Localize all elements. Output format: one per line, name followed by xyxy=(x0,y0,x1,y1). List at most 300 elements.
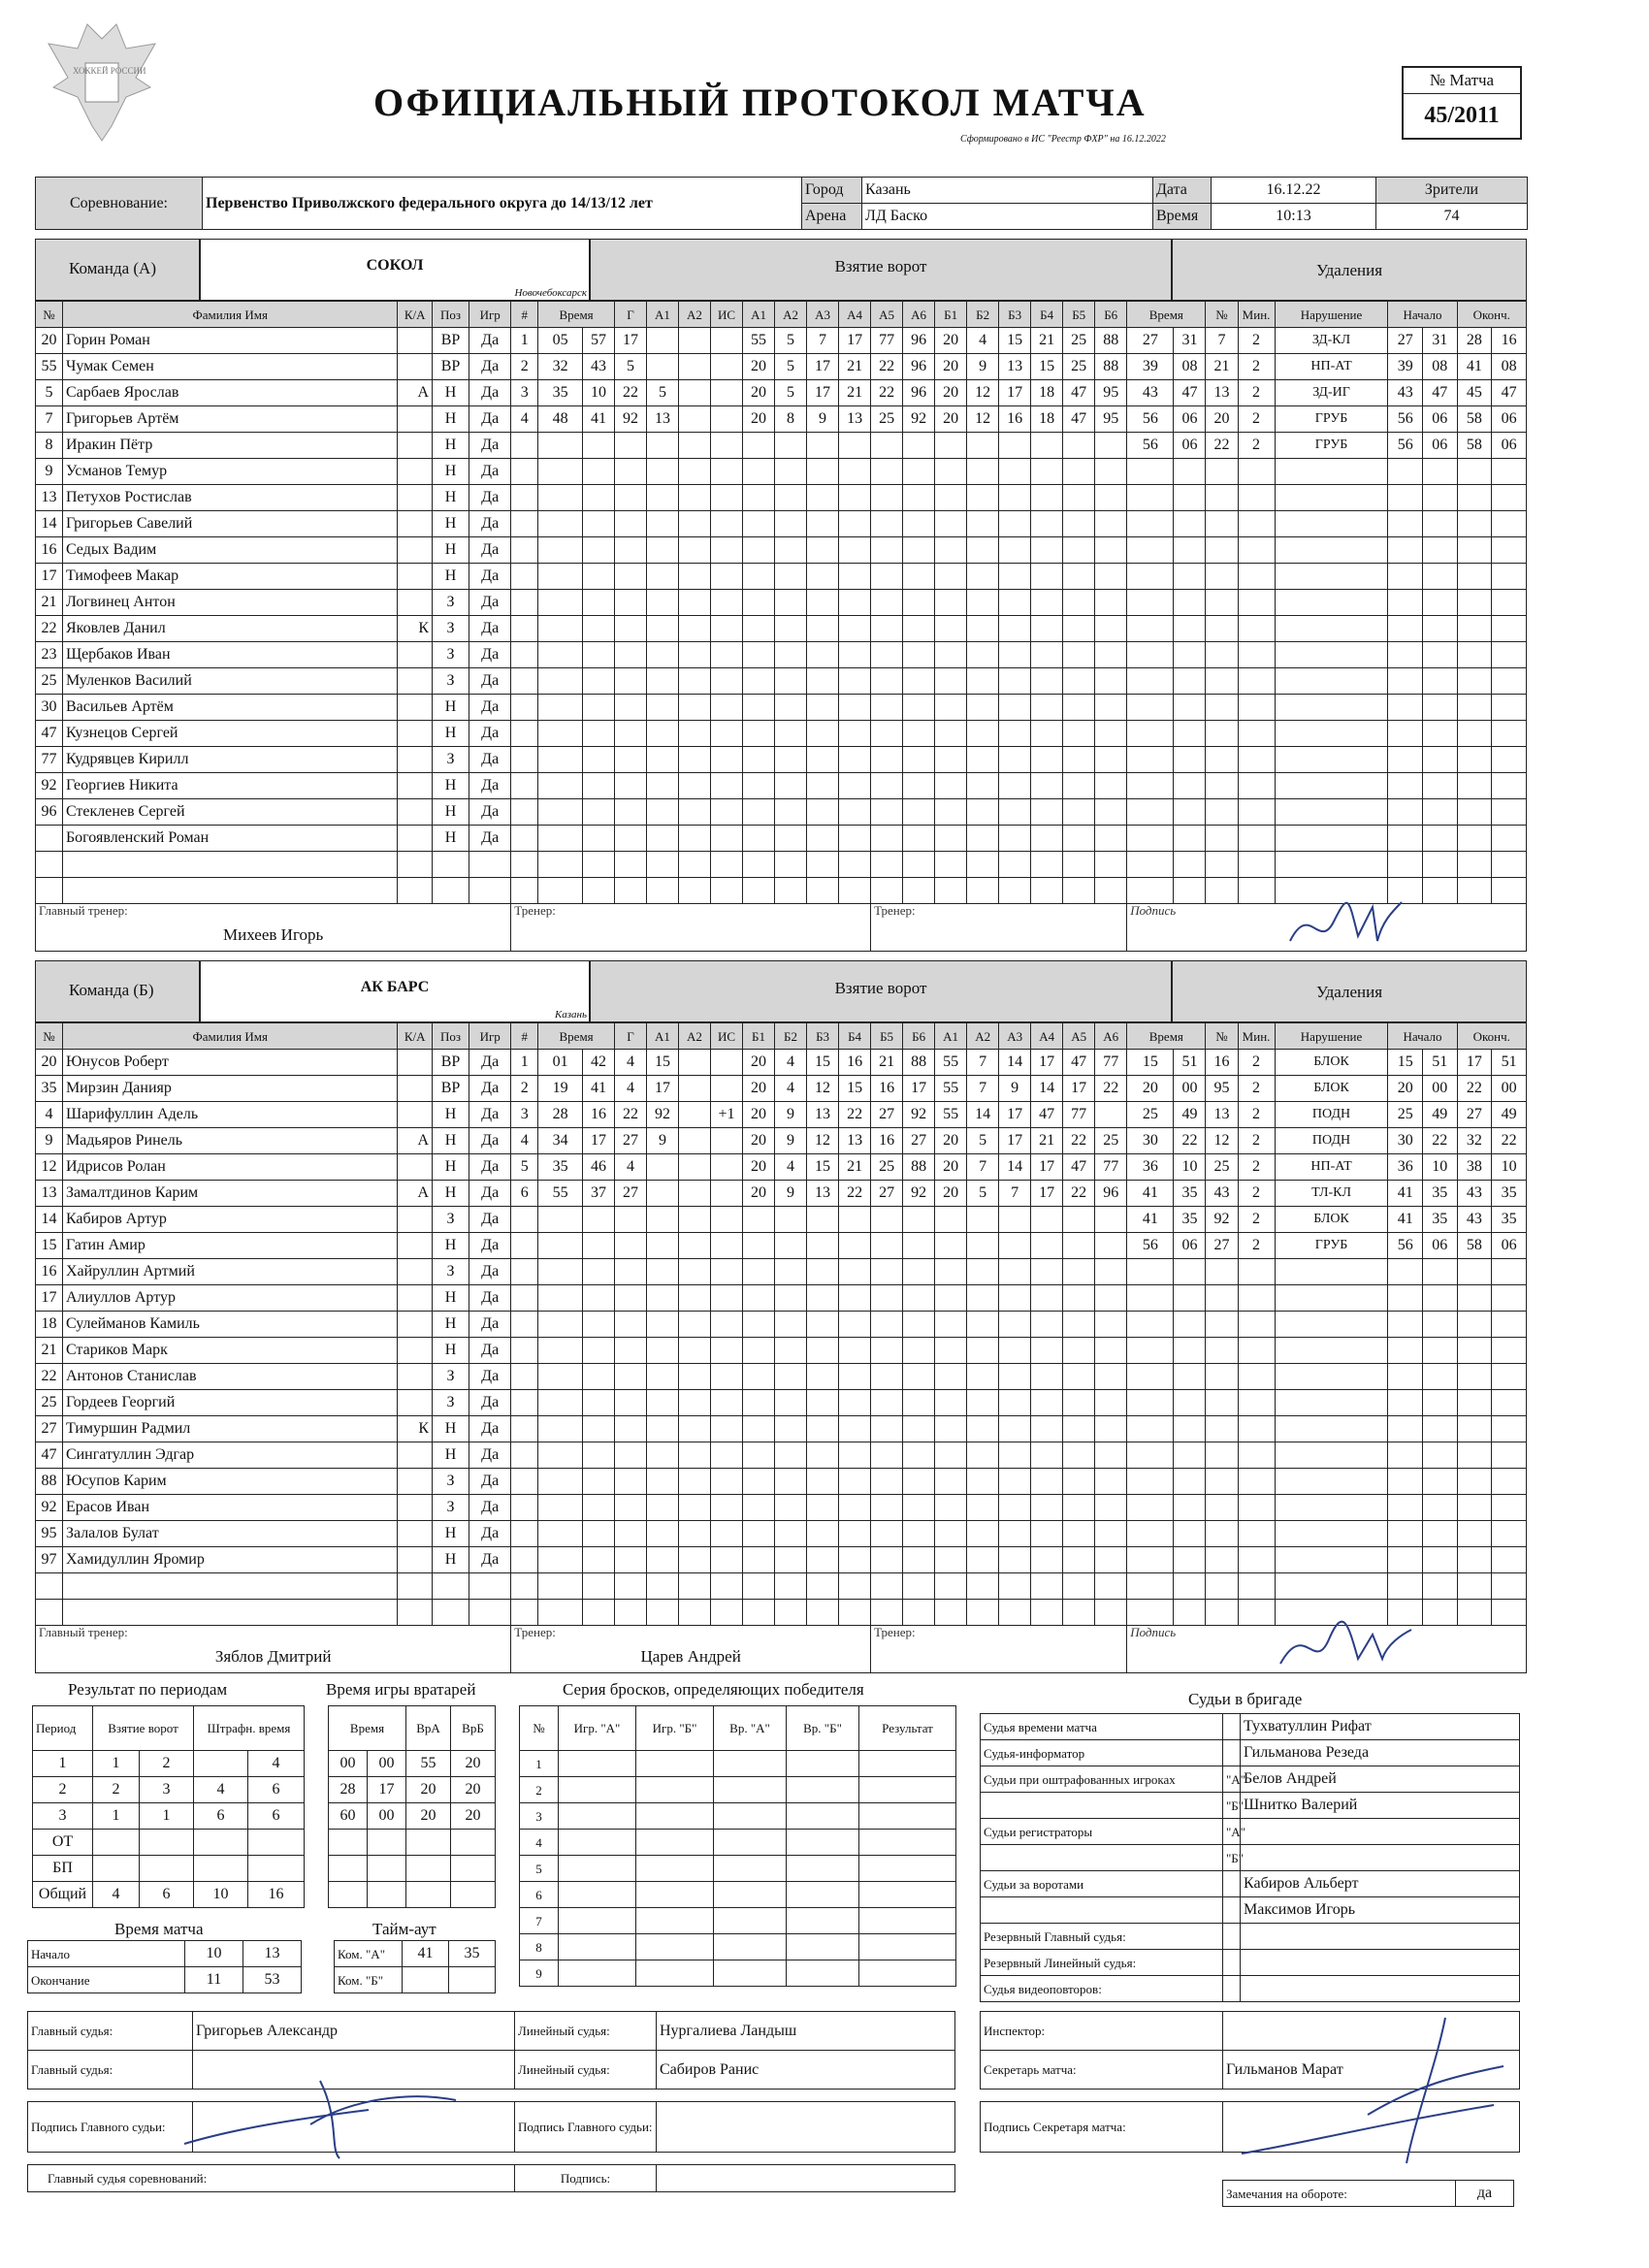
player-row xyxy=(36,1416,1527,1442)
goal-cell xyxy=(538,1338,583,1364)
match-number-box xyxy=(1402,66,1522,140)
goal-cell xyxy=(678,1547,710,1573)
shootout-header: Вр. "Б" xyxy=(787,1706,859,1751)
goal-cell xyxy=(743,537,775,564)
col-onice: Б6 xyxy=(903,1023,935,1050)
goal-cell xyxy=(1095,537,1127,564)
sign-label: Подпись: xyxy=(515,2165,657,2192)
penalty-cell xyxy=(1423,1259,1458,1285)
goal-cell xyxy=(1031,1259,1063,1285)
goal-cell xyxy=(807,1259,839,1285)
goal-cell xyxy=(646,642,678,668)
goal-cell xyxy=(1031,747,1063,773)
goal-cell xyxy=(807,1338,839,1364)
col-pen-start: Начало xyxy=(1388,302,1457,328)
penalty-cell xyxy=(1492,1259,1527,1285)
empty-cell xyxy=(1031,1573,1063,1600)
penalty-cell xyxy=(1174,485,1206,511)
player-plays: Да xyxy=(469,1285,511,1312)
goal-cell xyxy=(871,1285,903,1312)
penalty-cell xyxy=(1388,511,1423,537)
empty-cell xyxy=(678,852,710,878)
empty-cell xyxy=(1206,1600,1238,1626)
goal-cell xyxy=(538,1364,583,1390)
secretary-value: Гильманов Марат xyxy=(1223,2051,1520,2090)
player-ka xyxy=(398,1495,433,1521)
penalty-cell: 35 xyxy=(1174,1207,1206,1233)
goal-cell xyxy=(711,1076,743,1102)
coach-cell xyxy=(511,904,871,952)
penalty-cell xyxy=(1457,773,1492,799)
time-label: Время xyxy=(1153,204,1212,230)
goal-cell xyxy=(871,433,903,459)
shootout-cell xyxy=(559,1830,636,1856)
goal-cell xyxy=(511,564,538,590)
goal-cell xyxy=(538,1469,583,1495)
goal-cell xyxy=(1095,1364,1127,1390)
goal-cell xyxy=(1063,1312,1095,1338)
goal-cell xyxy=(511,433,538,459)
goal-cell xyxy=(678,1285,710,1312)
player-name: Мадьяров Ринель xyxy=(62,1128,398,1154)
empty-cell xyxy=(1095,1573,1127,1600)
goal-cell xyxy=(1095,433,1127,459)
penalty-cell xyxy=(1127,721,1174,747)
col-violation: Нарушение xyxy=(1275,1023,1388,1050)
goal-cell xyxy=(839,616,871,642)
penalty-cell xyxy=(1388,1390,1423,1416)
goal-cell xyxy=(711,1521,743,1547)
empty-cell xyxy=(1388,852,1423,878)
player-plays: Да xyxy=(469,1469,511,1495)
goal-cell xyxy=(775,695,807,721)
goal-cell xyxy=(743,799,775,826)
goal-cell xyxy=(582,1442,614,1469)
empty-cell xyxy=(1174,1600,1206,1626)
empty-cell xyxy=(839,1573,871,1600)
goal-cell xyxy=(807,564,839,590)
player-plays: Да xyxy=(469,1547,511,1573)
goal-cell xyxy=(1063,564,1095,590)
shootout-cell xyxy=(636,1777,714,1803)
shootout-cell xyxy=(636,1960,714,1987)
penalty-cell xyxy=(1492,1547,1527,1573)
penalty-cell xyxy=(1457,1416,1492,1442)
player-row xyxy=(36,590,1527,616)
penalty-cell: 2 xyxy=(1238,1076,1275,1102)
ref-role: Судьи за воротами xyxy=(981,1871,1223,1897)
goal-cell: 88 xyxy=(903,1154,935,1181)
penalty-cell: 2 xyxy=(1238,1181,1275,1207)
shootout-cell xyxy=(559,1960,636,1987)
empty-cell xyxy=(871,852,903,878)
penalty-cell: 2 xyxy=(1238,406,1275,433)
goal-cell xyxy=(871,564,903,590)
col-onice: Б1 xyxy=(743,1023,775,1050)
penalty-cell xyxy=(1238,1259,1275,1285)
goal-cell xyxy=(807,616,839,642)
goal-cell xyxy=(646,1442,678,1469)
empty-cell xyxy=(1031,878,1063,904)
goal-cell xyxy=(839,1416,871,1442)
goal-cell: 35 xyxy=(538,1154,583,1181)
period-value: 3 xyxy=(140,1777,194,1803)
empty-cell xyxy=(1127,1573,1174,1600)
penalty-cell: 58 xyxy=(1457,1233,1492,1259)
team-a-penalties-title: Удаления xyxy=(1315,261,1383,279)
goal-cell xyxy=(903,1312,935,1338)
shootout-number: 2 xyxy=(520,1777,559,1803)
goal-cell xyxy=(743,485,775,511)
empty-cell xyxy=(1492,1573,1527,1600)
goal-cell: 27 xyxy=(614,1181,646,1207)
goal-cell xyxy=(678,799,710,826)
goal-cell: 77 xyxy=(1063,1102,1095,1128)
player-pos: Н xyxy=(433,1521,469,1547)
goal-cell xyxy=(935,1312,967,1338)
coach-cell-2 xyxy=(871,904,1127,952)
goal-cell xyxy=(871,642,903,668)
empty-cell xyxy=(775,1600,807,1626)
goal-cell: 47 xyxy=(1031,1102,1063,1128)
goal-cell: 22 xyxy=(614,1102,646,1128)
goal-cell xyxy=(903,1364,935,1390)
goal-cell xyxy=(678,590,710,616)
goal-cell: 7 xyxy=(967,1076,999,1102)
goal-cell xyxy=(678,773,710,799)
penalty-cell xyxy=(1388,1312,1423,1338)
goal-cell xyxy=(839,1521,871,1547)
goal-cell xyxy=(711,564,743,590)
penalty-cell: 31 xyxy=(1423,328,1458,354)
penalty-cell: 20 xyxy=(1388,1076,1423,1102)
goal-cell xyxy=(935,1521,967,1547)
col-office: А1 xyxy=(935,1023,967,1050)
player-number: 22 xyxy=(36,616,63,642)
penalty-cell xyxy=(1457,799,1492,826)
penalty-cell: 00 xyxy=(1423,1076,1458,1102)
goal-cell xyxy=(903,668,935,695)
empty-cell xyxy=(807,878,839,904)
penalty-cell: 47 xyxy=(1174,380,1206,406)
goal-cell xyxy=(967,1547,999,1573)
empty-cell xyxy=(743,878,775,904)
match-start-label: Начало xyxy=(28,1941,185,1967)
goal-cell xyxy=(646,721,678,747)
penalty-cell xyxy=(1388,721,1423,747)
shootout-cell xyxy=(714,1777,787,1803)
goal-cell xyxy=(935,459,967,485)
goal-cell xyxy=(711,1338,743,1364)
penalty-cell: 51 xyxy=(1174,1050,1206,1076)
penalty-cell xyxy=(1275,668,1388,695)
period-value: 1 xyxy=(93,1751,140,1777)
head-coach-label: Главный тренер: xyxy=(39,1625,128,1639)
goal-cell: 20 xyxy=(935,328,967,354)
goal-cell xyxy=(646,537,678,564)
goal-cell xyxy=(839,1312,871,1338)
player-name: Муленков Василий xyxy=(62,668,398,695)
period-value: 4 xyxy=(248,1751,305,1777)
goal-cell xyxy=(743,1233,775,1259)
goal-cell xyxy=(678,1102,710,1128)
timeout-title: Тайм-аут xyxy=(372,1920,436,1938)
player-row xyxy=(36,1442,1527,1469)
player-ka: А xyxy=(398,380,433,406)
player-number: 14 xyxy=(36,1207,63,1233)
penalty-cell: 06 xyxy=(1174,1233,1206,1259)
goal-cell xyxy=(999,1364,1031,1390)
generated-note: Сформировано в ИС "Реестр ФХР" на 16.12.2022 xyxy=(960,134,1166,145)
goal-cell: 21 xyxy=(871,1050,903,1076)
shootout-cell xyxy=(714,1882,787,1908)
penalty-cell: 06 xyxy=(1174,433,1206,459)
ref-role: Резервный Главный судья: xyxy=(981,1924,1223,1950)
goal-cell xyxy=(1063,537,1095,564)
penalty-cell: 51 xyxy=(1423,1050,1458,1076)
empty-cell xyxy=(1127,878,1174,904)
penalty-cell xyxy=(1275,773,1388,799)
coach-cell-2 xyxy=(871,1626,1127,1673)
goal-cell: 2 xyxy=(511,1076,538,1102)
player-pos: Н xyxy=(433,459,469,485)
player-row xyxy=(36,354,1527,380)
penalty-cell: 32 xyxy=(1457,1128,1492,1154)
ref-role: Судьи регистраторы xyxy=(981,1819,1223,1845)
player-number: 77 xyxy=(36,747,63,773)
goal-cell xyxy=(807,1469,839,1495)
ref-name: Тухватуллин Рифат xyxy=(1241,1714,1520,1740)
penalty-cell xyxy=(1206,826,1238,852)
goal-cell xyxy=(711,1050,743,1076)
match-end-sec: 53 xyxy=(243,1967,302,1993)
goal-cell: 1 xyxy=(511,1050,538,1076)
penalty-cell xyxy=(1388,668,1423,695)
empty-cell xyxy=(678,1600,710,1626)
timeout-a-label: Ком. "А" xyxy=(335,1941,403,1967)
timeout-a-min: 41 xyxy=(403,1941,449,1967)
goal-cell: 95 xyxy=(1095,380,1127,406)
penalty-cell: 35 xyxy=(1423,1181,1458,1207)
penalty-cell xyxy=(1238,721,1275,747)
goal-cell xyxy=(646,616,678,642)
goal-cell xyxy=(511,1233,538,1259)
goal-cell xyxy=(807,511,839,537)
penalty-cell xyxy=(1388,642,1423,668)
match-number: 45/2011 xyxy=(1424,103,1500,128)
arena-label: Арена xyxy=(802,204,862,230)
ref-name xyxy=(1241,1819,1520,1845)
penalty-cell xyxy=(1127,668,1174,695)
penalty-cell xyxy=(1206,590,1238,616)
goal-cell: 20 xyxy=(743,1128,775,1154)
penalty-cell: 2 xyxy=(1238,1154,1275,1181)
player-pos: Н xyxy=(433,1128,469,1154)
player-plays: Да xyxy=(469,1181,511,1207)
match-start-min: 10 xyxy=(185,1941,243,1967)
penalty-cell xyxy=(1423,1312,1458,1338)
player-plays: Да xyxy=(469,537,511,564)
ref-role xyxy=(981,1897,1223,1924)
goal-cell: 22 xyxy=(871,380,903,406)
penalty-cell xyxy=(1492,1469,1527,1495)
penalty-cell xyxy=(1275,642,1388,668)
goal-cell xyxy=(1063,590,1095,616)
player-pos: ВР xyxy=(433,328,469,354)
penalty-cell: 35 xyxy=(1174,1181,1206,1207)
goal-cell xyxy=(743,511,775,537)
goal-cell xyxy=(678,1390,710,1416)
player-plays: Да xyxy=(469,695,511,721)
empty-cell xyxy=(1206,1573,1238,1600)
penalty-cell: 16 xyxy=(1206,1050,1238,1076)
col-onice: Б5 xyxy=(871,1023,903,1050)
goal-cell xyxy=(1063,1364,1095,1390)
goal-cell xyxy=(1095,1233,1127,1259)
penalty-cell xyxy=(1423,616,1458,642)
ref-name: Гильманова Резеда xyxy=(1241,1740,1520,1766)
penalty-cell xyxy=(1457,1495,1492,1521)
goal-cell xyxy=(967,485,999,511)
penalty-cell xyxy=(1275,1259,1388,1285)
goal-cell xyxy=(646,1181,678,1207)
col-a2: А2 xyxy=(678,302,710,328)
goal-cell xyxy=(1095,642,1127,668)
penalty-cell xyxy=(1457,616,1492,642)
empty-cell xyxy=(1063,852,1095,878)
ref-role xyxy=(981,1793,1223,1819)
penalty-cell xyxy=(1127,537,1174,564)
goal-cell: 35 xyxy=(538,380,583,406)
ref-name xyxy=(1241,1924,1520,1950)
penalty-cell: 22 xyxy=(1206,433,1238,459)
penalty-cell xyxy=(1174,1285,1206,1312)
goal-cell xyxy=(999,590,1031,616)
goal-cell xyxy=(1095,1390,1127,1416)
goal-cell xyxy=(582,721,614,747)
penalty-cell xyxy=(1238,459,1275,485)
penalty-cell xyxy=(1206,1495,1238,1521)
player-ka xyxy=(398,1154,433,1181)
goal-cell xyxy=(839,1364,871,1390)
player-row xyxy=(36,1102,1527,1128)
notes-block xyxy=(1222,2180,1514,2207)
goal-cell xyxy=(967,564,999,590)
penalty-cell: 12 xyxy=(1206,1128,1238,1154)
goal-cell: 77 xyxy=(871,328,903,354)
notes-value: да xyxy=(1456,2181,1514,2207)
goal-cell xyxy=(871,1338,903,1364)
penalty-cell xyxy=(1127,511,1174,537)
goal-cell: 14 xyxy=(999,1154,1031,1181)
col-a1: А1 xyxy=(646,1023,678,1050)
penalty-cell xyxy=(1206,721,1238,747)
penalty-cell: 2 xyxy=(1238,380,1275,406)
goal-cell xyxy=(871,1416,903,1442)
goal-cell xyxy=(775,433,807,459)
col-name: Фамилия Имя xyxy=(62,302,398,328)
player-ka xyxy=(398,1521,433,1547)
penalty-cell xyxy=(1174,1312,1206,1338)
team-b-table xyxy=(35,1022,1527,1673)
penalty-cell xyxy=(1457,1312,1492,1338)
player-number: 16 xyxy=(36,537,63,564)
goal-cell xyxy=(511,1469,538,1495)
col-office: Б1 xyxy=(935,302,967,328)
goal-cell xyxy=(538,1207,583,1233)
penalty-cell xyxy=(1492,1442,1527,1469)
player-ka xyxy=(398,826,433,852)
goal-cell: 7 xyxy=(967,1154,999,1181)
penalty-cell xyxy=(1238,1285,1275,1312)
head-coach-label: Главный тренер: xyxy=(39,903,128,918)
goal-cell xyxy=(678,328,710,354)
goal-cell: 25 xyxy=(871,406,903,433)
gk-time-cell: 20 xyxy=(406,1803,451,1830)
penalty-cell xyxy=(1492,537,1527,564)
player-name: Ерасов Иван xyxy=(62,1495,398,1521)
empty-cell xyxy=(935,1600,967,1626)
empty-cell xyxy=(1206,852,1238,878)
goal-cell xyxy=(1031,1521,1063,1547)
goal-cell: 25 xyxy=(1063,354,1095,380)
penalty-cell: 30 xyxy=(1127,1128,1174,1154)
goal-cell xyxy=(1063,1259,1095,1285)
goal-cell xyxy=(903,695,935,721)
goal-cell xyxy=(511,1416,538,1442)
player-number: 95 xyxy=(36,1521,63,1547)
penalty-cell: 00 xyxy=(1492,1076,1527,1102)
goal-cell xyxy=(743,668,775,695)
shootout-cell xyxy=(559,1934,636,1960)
goal-cell xyxy=(1095,1416,1127,1442)
goal-cell xyxy=(807,747,839,773)
player-plays: Да xyxy=(469,1076,511,1102)
goal-cell: 20 xyxy=(935,354,967,380)
goal-cell xyxy=(775,826,807,852)
goal-cell xyxy=(711,773,743,799)
penalty-cell xyxy=(1457,590,1492,616)
goal-cell xyxy=(511,1495,538,1521)
penalty-cell xyxy=(1492,773,1527,799)
team-b-city: Казань xyxy=(554,1009,587,1021)
penalty-cell xyxy=(1492,1390,1527,1416)
goal-cell xyxy=(967,1259,999,1285)
penalty-cell: 56 xyxy=(1388,433,1423,459)
goal-cell xyxy=(614,1312,646,1338)
goal-cell xyxy=(711,1469,743,1495)
goal-cell xyxy=(871,721,903,747)
penalty-cell: 41 xyxy=(1388,1207,1423,1233)
goal-cell xyxy=(614,721,646,747)
goal-cell: 9 xyxy=(967,354,999,380)
goal-cell xyxy=(743,459,775,485)
sig-main-ref-2 xyxy=(657,2102,955,2153)
goal-cell xyxy=(1095,616,1127,642)
penalty-cell: 36 xyxy=(1127,1154,1174,1181)
penalty-cell xyxy=(1275,564,1388,590)
player-row xyxy=(36,826,1527,852)
penalty-cell xyxy=(1423,695,1458,721)
penalty-cell: 49 xyxy=(1174,1102,1206,1128)
goal-cell xyxy=(871,1521,903,1547)
empty-cell xyxy=(711,1600,743,1626)
penalty-cell: 56 xyxy=(1127,406,1174,433)
goal-cell: 21 xyxy=(839,354,871,380)
shootout-number: 9 xyxy=(520,1960,559,1987)
goal-cell xyxy=(871,511,903,537)
goal-cell xyxy=(678,1076,710,1102)
